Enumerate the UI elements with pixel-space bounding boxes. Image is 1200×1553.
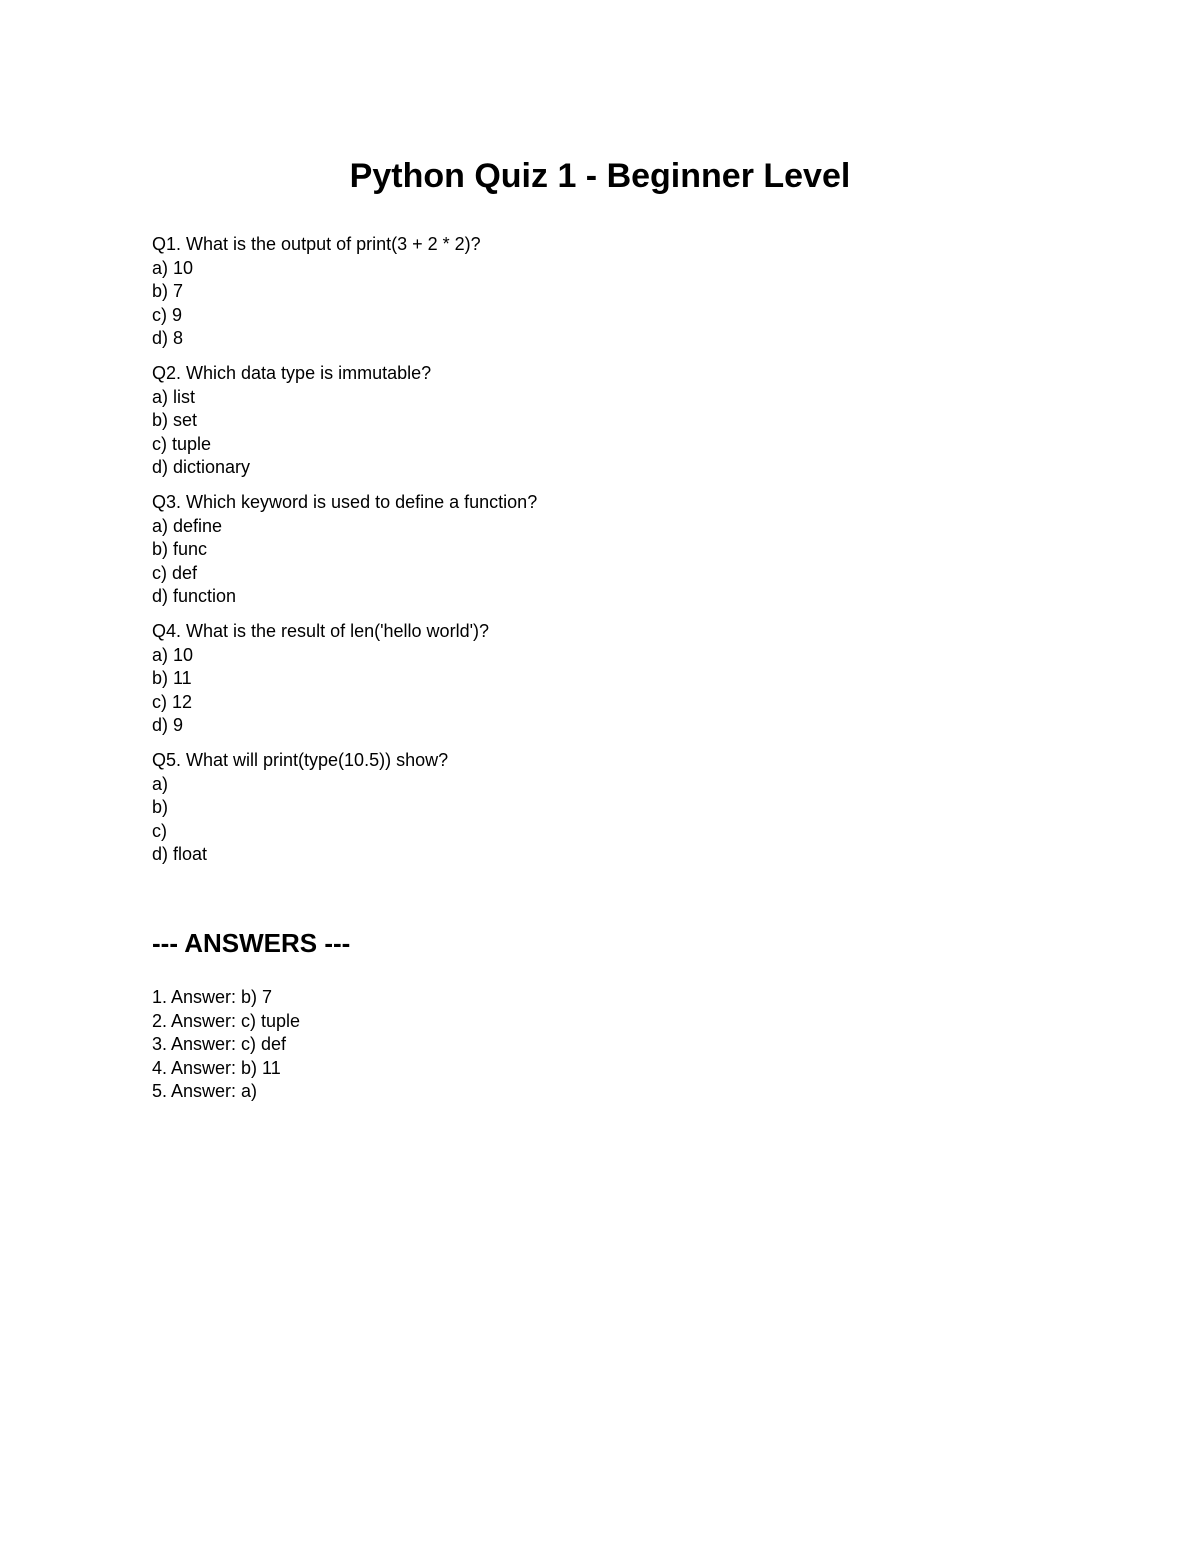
question-text: Q5. What will print(type(10.5)) show? bbox=[152, 750, 449, 770]
option-c: c) tuple bbox=[152, 433, 212, 454]
option-c: c) 9 bbox=[152, 304, 183, 325]
option-b: b) 7 bbox=[152, 281, 184, 301]
answers-list bbox=[152, 986, 300, 1104]
option-d: d) dictionary bbox=[152, 457, 251, 477]
option-c: c) def bbox=[152, 562, 198, 583]
question-text: Q1. What is the output of print(3 + 2 * 2)? bbox=[152, 234, 481, 254]
question-3 bbox=[152, 491, 1052, 609]
question-text: Q4. What is the result of len('hello world')? bbox=[152, 621, 490, 641]
option-d: d) 9 bbox=[152, 715, 184, 735]
option-a: a) 10 bbox=[152, 257, 194, 278]
option-d: d) function bbox=[152, 586, 237, 606]
question-1 bbox=[152, 233, 1052, 351]
questions-section bbox=[152, 233, 1052, 878]
option-a: a) bbox=[152, 773, 169, 794]
option-c: c) 12 bbox=[152, 691, 193, 712]
option-a: a) 10 bbox=[152, 644, 194, 665]
question-5 bbox=[152, 749, 1052, 867]
answer-2: 2. Answer: c) tuple bbox=[152, 1010, 301, 1031]
answer-5: 5. Answer: a) bbox=[152, 1081, 258, 1101]
answers-heading: --- ANSWERS --- bbox=[152, 928, 351, 958]
question-4 bbox=[152, 620, 1052, 738]
question-2 bbox=[152, 362, 1052, 480]
question-text: Q3. Which keyword is used to define a function? bbox=[152, 492, 538, 512]
option-c: c) bbox=[152, 820, 167, 841]
option-a: a) define bbox=[152, 515, 223, 536]
answer-4: 4. Answer: b) 11 bbox=[152, 1057, 281, 1078]
answer-1: 1. Answer: b) 7 bbox=[152, 987, 273, 1007]
option-b: b) bbox=[152, 797, 169, 817]
option-b: b) func bbox=[152, 539, 208, 559]
option-b: b) 11 bbox=[152, 668, 192, 688]
document-title: Python Quiz 1 - Beginner Level bbox=[349, 157, 851, 195]
option-b: b) set bbox=[152, 410, 198, 430]
option-a: a) list bbox=[152, 386, 196, 407]
option-d: d) 8 bbox=[152, 328, 184, 348]
question-text: Q2. Which data type is immutable? bbox=[152, 363, 432, 383]
answer-3: 3. Answer: c) def bbox=[152, 1034, 287, 1054]
option-d: d) float bbox=[152, 844, 208, 864]
